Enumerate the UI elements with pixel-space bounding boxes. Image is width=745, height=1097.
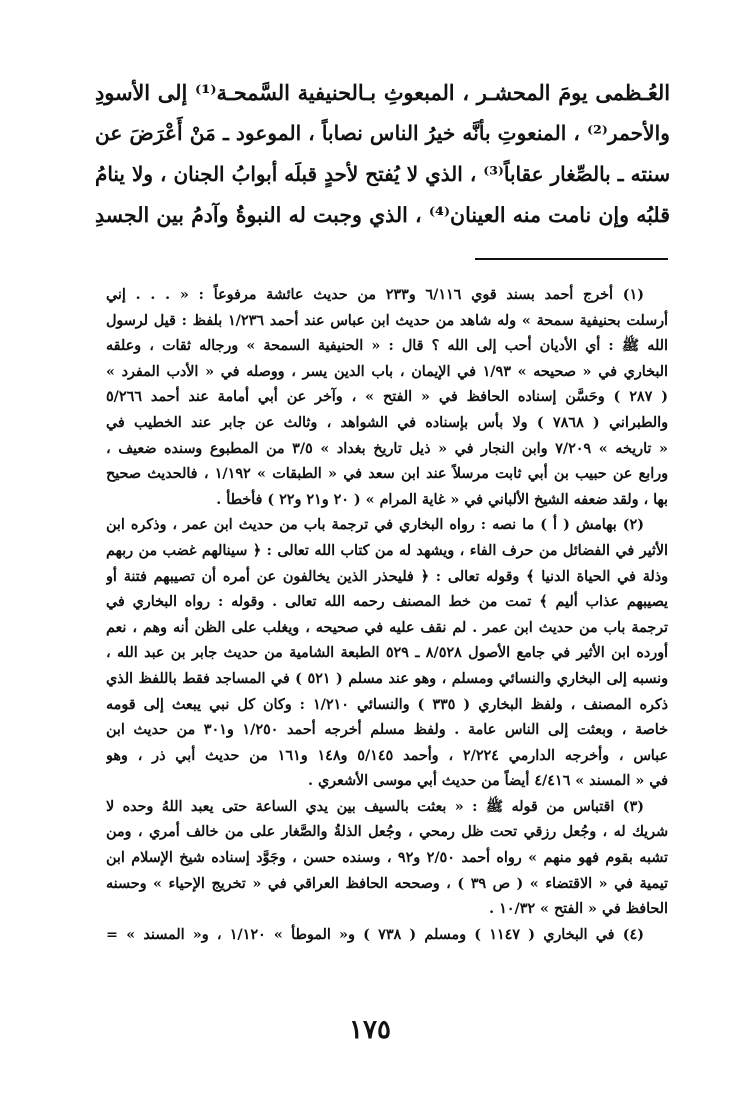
main-text-line: سنته ـ بالصِّغار عقاباً⁽³⁾ ، الذي لا يُفتح لأحدٍ قبلَه أبوابُ الجنان ، ولا ينامُ: [95, 162, 670, 186]
footnote-line: (٢) بهامش ( أ ) ما نصه : رواه البخاري في ترجمة باب من حديث ابن عمر ، وذكره ابن: [106, 517, 644, 534]
footnote-line: (٣) اقتباس من قوله ﷺ : « بعثت بالسيف بين يدي الساعة حتى يعبد اللهُ وحده لا: [106, 798, 644, 815]
footnote-line: تيمية في « الاقتضاء » ( ص ٣٩ ) ، وصححه الحافظ العراقي في « تخريج الإحياء » وحسنه: [106, 875, 668, 892]
footnote-line: ( ٢٨٧ ) وحَسَّن إسناده الحافظ في « الفتح » ، وآخر عن أبي أمامة عند أحمد ٥/٢٦٦: [106, 389, 668, 406]
footnote-line: ترجمة باب من حديث ابن عمر . لم نقف عليه في صحيحه ، ويغلب على الظن أنه وهم ، نعم: [106, 619, 668, 636]
main-text-line: قلبُه وإن نامت منه العينان⁽⁴⁾ ، الذي وجبت له النبوةُ وآدمُ بين الجسدِ: [95, 203, 670, 227]
footnote-line: تشبه بقوم فهو منهم » رواه أحمد ٢/٥٠ و٩٢ ، وسنده حسن ، وجَوَّد إسناده شيخ الإسلام ابن: [106, 850, 668, 867]
footnote-line: والطبراني ( ٧٨٦٨ ) ولا بأس بإسناده في الشواهد ، وثالث عن جابر عند الخطيب في: [106, 414, 668, 431]
footnote-line: أرسلت بحنيفية سمحة » وله شاهد من حديث ابن عباس عند أحمد ١/٢٣٦ بلفظ : قيل لرسول: [106, 312, 668, 329]
footnote-separator: [475, 258, 668, 260]
page-number: ١٧٥: [349, 1015, 391, 1045]
main-text-line: العُـظمى يومَ المحشـر ، المبعوثِ بـالحنيفية السَّمحـة⁽¹⁾ إلى الأسودِ: [95, 80, 670, 105]
footnote-line: خاصة ، وبعثت إلى الناس عامة . ولفظ مسلم أخرجه أحمد ١/٢٥٠ و٣٠١ من حديث ابن: [106, 722, 668, 739]
footnote-line: في « المسند » ٤/٤١٦ أيضاً من حديث أبي موسى الأشعري .: [308, 773, 668, 790]
footnote-line: الحافظ في « الفتح » ١٠/٣٢ .: [489, 901, 668, 918]
main-text: [95, 72, 670, 236]
footnote-line: بها ، ولقد ضعفه الشيخ الألباني في « غاية المرام » ( ٢٠ و٢١ و٢٢ ) فأخطأ .: [216, 491, 668, 508]
main-text-line: والأحمر⁽²⁾ ، المنعوتِ بأنَّه خيرُ الناس نصاباً ، الموعود ـ مَنْ أَعْرَضَ عن: [95, 121, 670, 145]
footnote-line: « تاريخه » ٧/٢٠٩ وابن النجار في « ذيل تاريخ بغداد » ٣/٥ من المطبوع وسنده ضعيف ،: [106, 440, 668, 457]
footnote-line: الله ﷺ : أي الأديان أحب إلى الله ؟ قال : « الحنيفية السمحة » ورجاله ثقات ، وعلقه: [106, 338, 668, 355]
footnotes: [106, 283, 668, 948]
footnote-line: شريك له ، وجُعل رزقي تحت ظل رمحي ، وجُعل الذلةُ والصَّغار على من خالف أمري ، ومن: [106, 824, 668, 841]
footnote-line: الأثير في الفضائل من حرف الفاء ، ويشهد له من كتاب الله تعالى : ﴿ سينالهم غضب من ربهم: [106, 542, 668, 559]
footnote-line: أورده ابن الأثير في جامع الأصول ٨/٥٢٨ ـ ٥٢٩ الطبعة الشامية من حديث جابر بن عبد الله ،: [106, 645, 668, 662]
footnote-line: يصيبهم عذاب أليم ﴾ تمت من خط المصنف رحمه الله تعالى . وقوله : رواه البخاري في: [106, 594, 668, 611]
footnote-line: ذكره المصنف ، ولفظ البخاري ( ٣٣٥ ) والنسائي ١/٢١٠ : وكان كل نبي يبعث إلى قومه: [106, 696, 668, 713]
footnote-line: عباس ، وأخرجه الدارمي ٢/٢٢٤ ، وأحمد ٥/١٤٥ و١٤٨ و١٦١ من حديث أبي ذر ، وهو: [106, 747, 668, 764]
footnote-line: وذلة في الحياة الدنيا ﴾ وقوله تعالى : ﴿ فليحذر الذين يخالفون عن أمره أن تصيبهم فتنة أو: [106, 568, 668, 585]
footnote-line: (١) أخرج أحمد بسند قوي ٦/١١٦ و٢٣٣ من حديث عائشة مرفوعاً : « . . . إني: [106, 287, 644, 303]
footnote-line: ورابع عن حبيب بن أبي ثابت مرسلاً عند ابن سعد في « الطبقات » ١/١٩٢ ، فالحديث صحيح: [106, 466, 668, 483]
footnote-line: ونسبه إلى البخاري والنسائي ومسلم ، وهو عند مسلم ( ٥٢١ ) في المساجد فقط باللفظ الذي: [106, 670, 668, 687]
footnote-line: البخاري في « صحيحه » ١/٩٣ في الإيمان ، باب الدين يسر ، ووصله في « الأدب المفرد »: [106, 363, 668, 380]
footnote-line: (٤) في البخاري ( ١١٤٧ ) ومسلم ( ٧٣٨ ) و« الموطأ » ١/١٢٠ ، و« المسند » =: [106, 926, 644, 943]
